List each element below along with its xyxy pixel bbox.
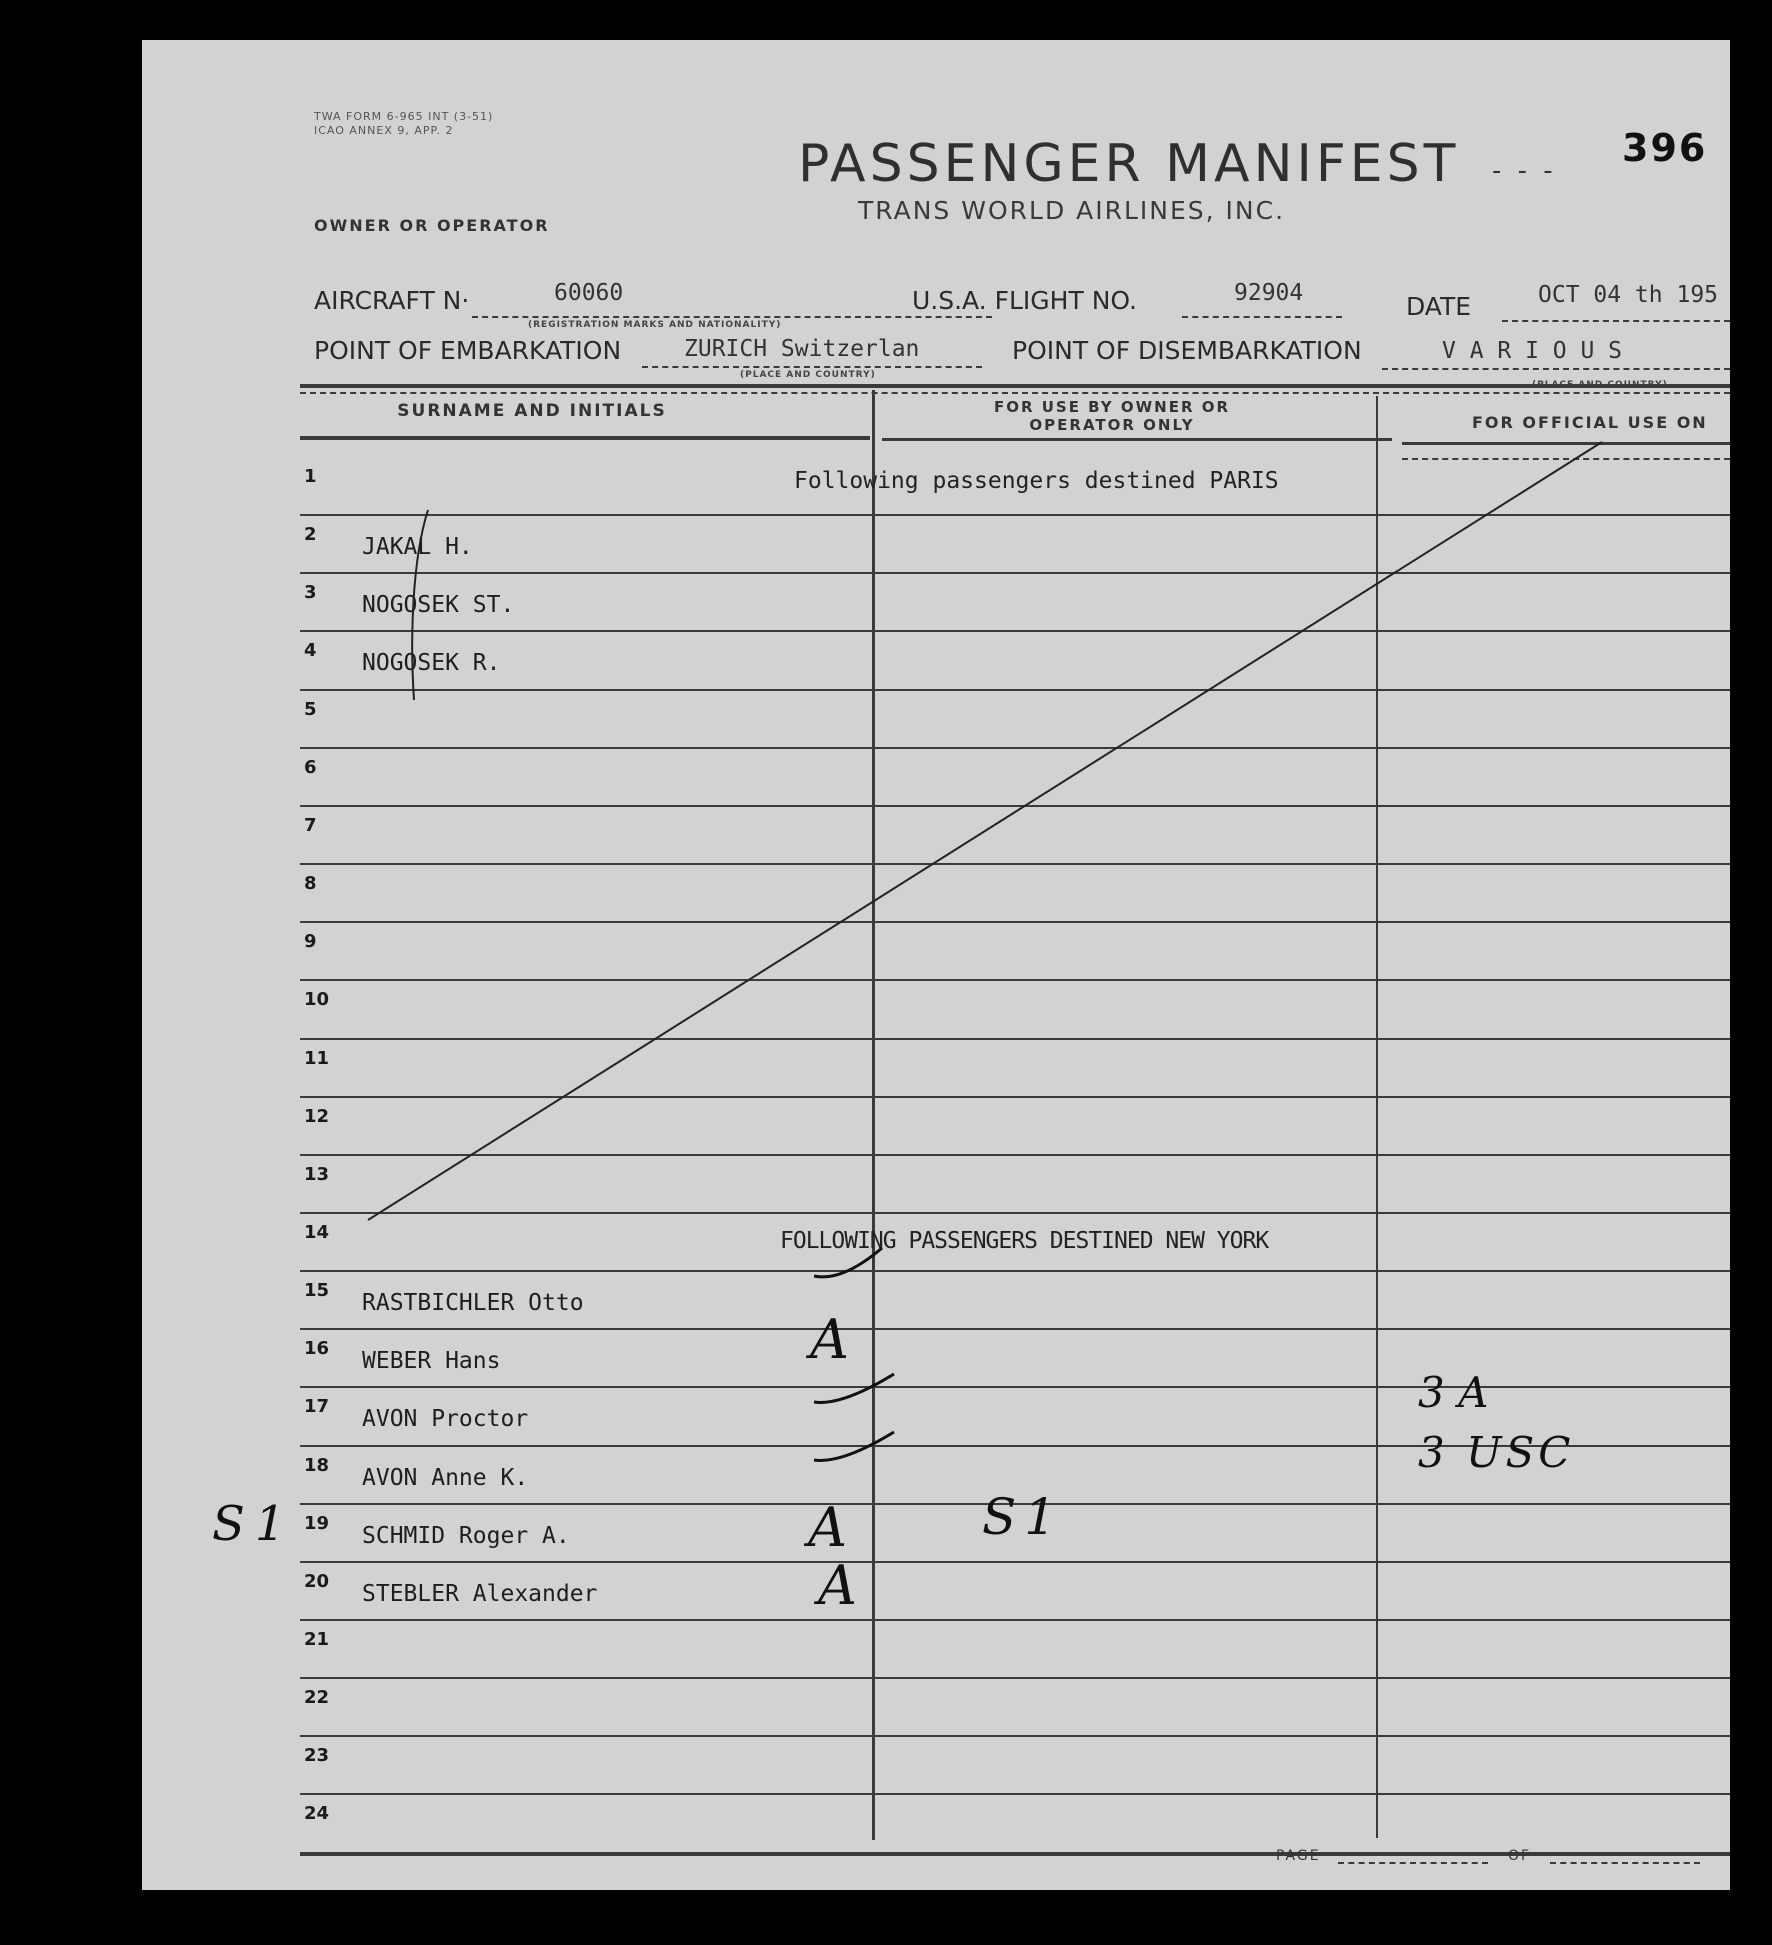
row-number: 23 [304, 1745, 330, 1767]
form-number-line2: ICAO ANNEX 9, APP. 2 [314, 124, 454, 137]
row-number: 20 [304, 1570, 330, 1592]
flight-label: U.S.A. FLIGHT NO. [912, 286, 1137, 315]
handwritten-mark-row16: A [810, 1308, 849, 1371]
passenger-name: NOGOSEK ST. [362, 592, 515, 619]
disembarkation-label: POINT OF DISEMBARKATION [1012, 336, 1362, 365]
aircraft-caption: (REGISTRATION MARKS AND NATIONALITY) [528, 320, 782, 330]
row-number: 17 [304, 1396, 330, 1418]
row-number: 22 [304, 1687, 330, 1709]
row-number: 6 [304, 756, 317, 778]
handwritten-mark-row19: A [808, 1496, 847, 1559]
passenger-name: RASTBICHLER Otto [362, 1290, 584, 1317]
note-new-york: FOLLOWING PASSENGERS DESTINED NEW YORK [780, 1228, 1269, 1254]
row-number: 24 [304, 1803, 330, 1825]
row-number: 7 [304, 814, 317, 836]
row-number: 4 [304, 640, 317, 662]
official-use-column-header: FOR OFFICIAL USE ON [1472, 413, 1708, 432]
aircraft-label: AIRCRAFT N· [314, 286, 470, 315]
sheet-number: 396 [1622, 126, 1708, 170]
passenger-name: STEBLER Alexander [362, 1580, 598, 1607]
owner-label: OWNER OR OPERATOR [314, 216, 550, 235]
form-number-line1: TWA FORM 6-965 INT (3-51) [314, 110, 494, 123]
row-number: 5 [304, 698, 317, 720]
row-number: 21 [304, 1629, 330, 1650]
embarkation-label: POINT OF EMBARKATION [314, 336, 622, 365]
row-number: 8 [304, 873, 317, 895]
passenger-name: NOGOSEK R. [362, 650, 501, 677]
row-number: 9 [304, 931, 317, 953]
check-row18 [814, 1432, 894, 1460]
owner-use-column-header: FOR USE BY OWNER OR OPERATOR ONLY [993, 398, 1231, 434]
row-number: 12 [304, 1105, 330, 1127]
airline-name: TRANS WORLD AIRLINES, INC. [858, 196, 1286, 225]
handwritten-official-row18: 3 USC [1418, 1428, 1575, 1477]
cancel-stroke [368, 442, 1602, 1220]
row-number: 16 [304, 1338, 330, 1360]
handwritten-owner-row19: S1 [982, 1488, 1065, 1546]
row-number: 11 [304, 1047, 330, 1069]
pen-strokes [142, 40, 1730, 1890]
passenger-name: AVON Anne K. [362, 1464, 529, 1491]
sheet-dashes: - - - [1492, 156, 1557, 186]
surname-column-header: SURNAME AND INITIALS [397, 401, 667, 421]
manifest-page [142, 40, 1730, 1890]
footer-of-label: OF [1508, 1848, 1532, 1864]
check-row17 [814, 1374, 894, 1402]
disembarkation-value: V A R I O U S [1442, 338, 1623, 364]
embarkation-caption: (PLACE AND COUNTRY) [740, 370, 876, 380]
row-number: 10 [304, 989, 330, 1011]
row-number: 2 [304, 524, 317, 546]
row-number: 14 [304, 1221, 330, 1243]
check-row15 [814, 1248, 882, 1277]
flight-value: 92904 [1234, 280, 1304, 306]
date-value: OCT 04 th 195 [1538, 282, 1719, 308]
passenger-name: SCHMID Roger A. [362, 1522, 570, 1549]
handwritten-margin-row19: S1 [212, 1496, 296, 1552]
row-number: 18 [304, 1454, 330, 1476]
handwritten-mark-row20: A [818, 1554, 857, 1617]
passenger-name: JAKAL H. [362, 534, 473, 561]
note-paris: Following passengers destined PARIS [794, 468, 1279, 494]
embarkation-value: ZURICH Switzerlan [684, 336, 920, 362]
row-number: 1 [304, 466, 317, 487]
footer-page-label: PAGE [1276, 1848, 1321, 1864]
row-number: 19 [304, 1512, 330, 1534]
row-number: 13 [304, 1163, 330, 1185]
row-number: 15 [304, 1280, 330, 1302]
bracket-stroke [412, 510, 428, 700]
row-number: 3 [304, 582, 317, 604]
page-title: PASSENGER MANIFEST [798, 134, 1460, 194]
aircraft-value: 60060 [554, 280, 624, 306]
passenger-name: AVON Proctor [362, 1406, 529, 1433]
date-label: DATE [1406, 292, 1472, 321]
handwritten-official-row17: 3 A [1418, 1368, 1489, 1417]
passenger-name: WEBER Hans [362, 1348, 501, 1375]
